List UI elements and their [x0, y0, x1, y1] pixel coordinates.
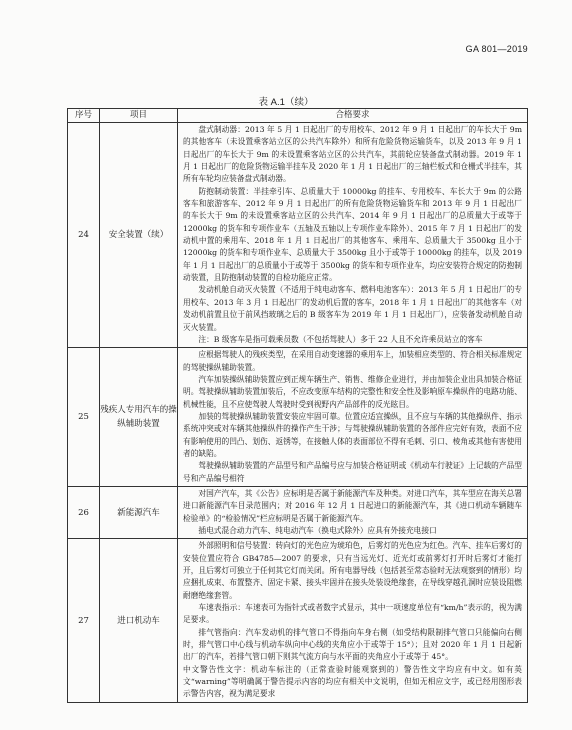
table-row — [68, 123, 528, 348]
requirement-paragraph: 驾驶操纵辅助装置的产品型号和产品编号应与加装合格证明或《机动车行驶证》上记载的产品型号和产品编号相符 — [183, 461, 522, 483]
requirement-paragraph: 中文警告性文字：机动车标注的（正常查验时能观察到的）警告性文字均应有中文。如有英文“warning”等明确属于警告提示内容的均应有相关中文说明，但如无相应文字，或已经用图形表示警告内容，视为满足要求 — [183, 664, 522, 699]
table-header-row — [68, 109, 528, 123]
requirement-paragraph: 排气管指向：汽车发动机的排气管口不得指向车身右侧（如受结构限制排气管口只能偏向右侧时，排气管口中心线与机动车纵向中心线的夹角应小于或等于 15°）；且对 2020 年 1 月 1 日起新出厂的汽车，若排气管口朝下则其气流方向与水平面的夹角应小于或等于 45°。 — [183, 627, 522, 662]
column-header-requirement: 合格要求 — [178, 109, 528, 123]
requirement-paragraph: 外部照明和信号装置：转向灯的光色应为琥珀色，后雾灯的光色应为红色。汽车、挂车后雾灯的安装位置应符合 GB4785—2007 的要求，只有当远光灯、近光灯或前雾灯打开时后雾灯才能打开，且后雾灯可独立于任何其它灯而关闭。所有电器导线（包括甚至常态验时无法观察到的情形）均应捆扎成束、布置整齐、固定卡紧、接头牢固并在接头处装设绝缘套，在导线穿越孔洞时应装设阻燃耐磨绝缘套管。 — [183, 541, 522, 600]
row-number: 26 — [68, 486, 100, 538]
row-number: 24 — [68, 123, 100, 348]
row-item: 新能源汽车 — [100, 486, 178, 538]
requirements-table — [67, 108, 528, 703]
row-requirements — [178, 486, 528, 538]
table-title: 表 A.1（续） — [258, 97, 314, 108]
row-requirements — [178, 123, 528, 348]
table-row — [68, 348, 528, 487]
requirement-paragraph: 发动机舱自动灭火装置（不适用于纯电动客车、燃料电池客车）：2013 年 5 月 1 日起出厂的专用校车、2013 年 3 月 1 日起出厂的发动机后置的客车，2018 年 1 月 1 日起出厂的其他客车（对发动机前置且位于前风挡玻璃之后的 B 级客车为 2019 年 1 月 1 日起出厂），应装备发动机舱自动灭火装置。 — [183, 285, 522, 332]
standard-code: GA 801—2019 — [465, 44, 528, 54]
requirement-paragraph: 插电式混合动力汽车、纯电动汽车（换电式除外）应具有外接充电接口 — [198, 526, 437, 535]
requirement-paragraph: 加装的驾驶操纵辅助装置安装应牢固可靠。位置应适宜操纵，且不应与车辆的其他操纵件、指示系统冲突或对车辆其他操纵件的操作产生干涉；与驾驶操纵辅助装置的各部件应完好有效，表面不应有影响使用的凹凸、划伤、返锈等，在接触人体的表面部位不得有毛刺、引口、棱角或其他有害使用者的缺陷。 — [183, 411, 522, 458]
row-number: 25 — [68, 348, 100, 487]
row-item: 残疾人专用汽车的操纵辅助装置 — [100, 348, 178, 487]
column-header-no: 序号 — [68, 109, 100, 123]
row-item: 进口机动车 — [100, 539, 178, 702]
column-header-item: 项目 — [100, 109, 178, 123]
table-row — [68, 486, 528, 538]
row-requirements — [178, 539, 528, 702]
row-requirements — [178, 348, 528, 487]
requirement-paragraph: 汽车加装操纵辅助装置应到正规车辆生产、销售、维修企业进行，并由加装企业出具加装合格证明。驾驶操纵辅助装置加装后，不应改变原车结构的完整性和安全性及影响原车操纵件的电路功能、机械性能，且不应使驾驶人驾驶时受到视野内产品部件的反光眩目。 — [183, 374, 522, 409]
requirement-paragraph: 车速表指示：车速表可为指针式或者数字式显示，其中一项速度单位有“km/h”表示的，视为满足要求。 — [183, 603, 522, 625]
requirement-note: 注：B 级客车是指可载乘员数（不包括驾驶人）多于 22 人且不允许乘员站立的客车 — [198, 334, 483, 344]
row-item: 安全装置（续） — [100, 123, 178, 348]
table-row — [68, 539, 528, 702]
requirement-paragraph: 盘式制动器：2013 年 5 月 1 日起出厂的专用校车、2012 年 9 月 1 日起出厂的车长大于 9m 的其他客车（未设置乘客站立区的公共汽车除外）和所有危险货物运输货车，以及 2013 年 9 月 1 日起出厂的车长大于 9m 的未设置乘客站立区的公共汽车，其前轮应装备盘式制动器。2019 年 1 月 1 日起出厂的危险货物运输半挂车及 2020 年 1 月 1 日起出厂的三轴栏板式和仓栅式半挂车，其所有车轮均应装备盘式制动器。 — [183, 125, 522, 184]
requirement-paragraph: 应根据驾驶人的残疾类型，在采用自动变速器的乘用车上，加装相应类型的、符合相关标准规定的驾驶操纵辅助装置。 — [183, 350, 522, 372]
row-number: 27 — [68, 539, 100, 702]
requirement-paragraph: 防抱制动装置：半挂牵引车、总质量大于 10000kg 的挂车、专用校车、车长大于 9m 的公路客车和旅游客车、2012 年 9 月 1 日起出厂的所有危险货物运输货车和 2013 年 9 月 1 日起出厂的车长大于 9m 的未设置乘客站立区的公共汽车、2014 年 9 月 1 日起出厂的总质量大于或等于 12000kg 的货车和专项作业车（五轴及五轴以上专项作业车除外）、2015 年 7 月 1 日起出厂的发动机中置的乘用车、2018 年 1 月 1 日起出厂的其他客车、乘用车、总质量大于 3500kg 且小于 12000kg 的货车和专项作业车、总质量大于 3500kg 且小于或等于 10000kg 的挂车，以及 2019 年 1 月 1 日起出厂的总质量小于或等于 3500kg 的货车和专项作业车，均应安装符合规定的防抱制动装置，且防抱制动装置的自检功能应正常。 — [183, 186, 523, 283]
requirement-paragraph: 对国产汽车，其《公告》应标明是否属于新能源汽车及种类。对进口汽车，其车型应在海关总署进口新能源汽车目录范围内；对 2016 年 12 月 1 日起进口的新能源汽车，其《进口机动车辆随车检验单》的“检验情况”栏应标明是否属于新能源汽车。 — [183, 488, 522, 523]
